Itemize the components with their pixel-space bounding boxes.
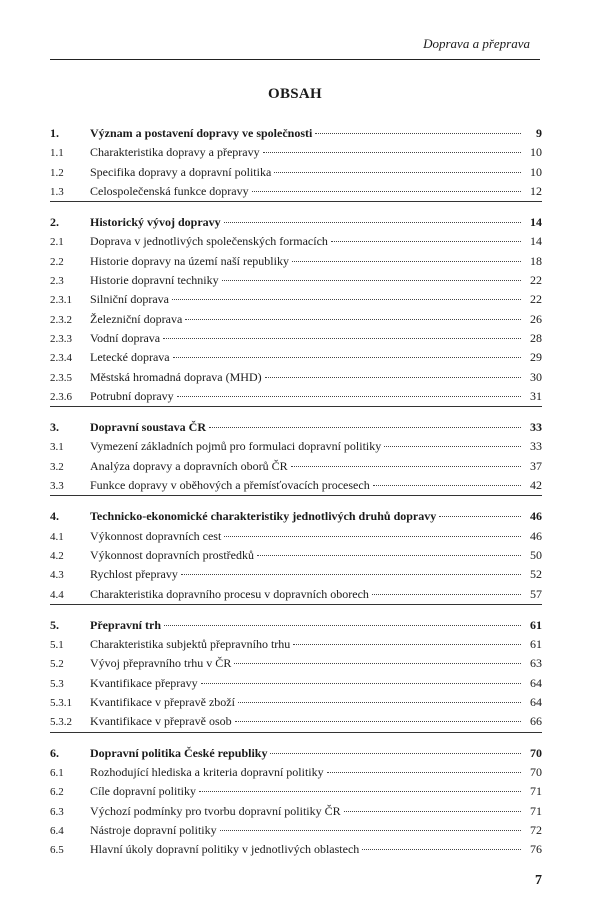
entry-number: 5.3.2 bbox=[50, 716, 72, 729]
entry-title: Historický vývoj dopravy bbox=[90, 215, 221, 230]
entry-number: 5.1 bbox=[50, 639, 64, 652]
entry-title: Vývoj přepravního trhu v ČR bbox=[90, 656, 232, 671]
toc-entry bbox=[50, 143, 542, 162]
entry-page: 42 bbox=[530, 478, 542, 493]
entry-number: 4.4 bbox=[50, 588, 64, 601]
dot-leader bbox=[224, 222, 521, 223]
page-number: 7 bbox=[535, 873, 542, 888]
entry-title: Vodní doprava bbox=[90, 330, 161, 345]
entry-page: 50 bbox=[530, 547, 542, 562]
dot-leader bbox=[439, 516, 521, 517]
toc-entry bbox=[50, 585, 542, 604]
entry-title: Historie dopravní techniky bbox=[90, 273, 219, 288]
dot-leader bbox=[315, 133, 521, 134]
entry-number: 2.3.3 bbox=[50, 332, 72, 345]
entry-number: 4.2 bbox=[50, 549, 64, 562]
entry-title: Význam a postavení dopravy ve společnosti bbox=[90, 126, 313, 140]
toc-entry bbox=[50, 763, 542, 782]
entry-number: 5. bbox=[50, 617, 59, 632]
entry-page: 37 bbox=[530, 458, 542, 473]
entry-page: 63 bbox=[530, 656, 542, 671]
dot-leader bbox=[291, 466, 521, 467]
dot-leader bbox=[222, 280, 521, 281]
entry-title: Technicko-ekonomické charakteristiky jednotlivých druhů dopravy bbox=[90, 509, 437, 524]
entry-number: 2.1 bbox=[50, 236, 64, 249]
entry-number: 2.3.4 bbox=[50, 352, 72, 365]
toc-entry bbox=[50, 163, 542, 182]
entry-number: 2.3.6 bbox=[50, 390, 72, 403]
toc-entry bbox=[50, 635, 542, 654]
toc-entry bbox=[50, 674, 542, 693]
entry-title: Celospolečenská funkce dopravy bbox=[90, 183, 249, 198]
entry-page: 30 bbox=[530, 369, 542, 384]
toc-entry bbox=[50, 457, 542, 476]
toc-entry bbox=[50, 290, 542, 309]
dot-leader bbox=[373, 485, 521, 486]
toc-chapter-entry bbox=[50, 616, 542, 635]
entry-page: 26 bbox=[530, 311, 542, 326]
dot-leader bbox=[173, 357, 521, 358]
entry-page: 9 bbox=[536, 126, 542, 140]
entry-page: 72 bbox=[530, 822, 542, 837]
toc-section bbox=[50, 213, 542, 407]
entry-title: Výkonnost dopravních cest bbox=[90, 528, 222, 543]
toc-entry bbox=[50, 527, 542, 546]
entry-page: 70 bbox=[530, 745, 542, 760]
entry-number: 2.3 bbox=[50, 275, 64, 288]
entry-page: 18 bbox=[530, 253, 542, 268]
dot-leader bbox=[293, 644, 521, 645]
entry-page: 22 bbox=[530, 292, 542, 307]
entry-title: Specifika dopravy a dopravní politika bbox=[90, 164, 272, 179]
entry-page: 46 bbox=[530, 528, 542, 543]
dot-leader bbox=[177, 396, 521, 397]
dot-leader bbox=[185, 319, 521, 320]
dot-leader bbox=[163, 338, 521, 339]
entry-title: Hlavní úkoly dopravní politiky v jednotlivých oblastech bbox=[90, 842, 360, 857]
entry-number: 1. bbox=[50, 126, 59, 140]
entry-number: 1.3 bbox=[50, 185, 64, 198]
dot-leader bbox=[224, 536, 521, 537]
entry-title: Cíle dopravní politiky bbox=[90, 784, 196, 799]
entry-title: Charakteristika subjektů přepravního trhu bbox=[90, 637, 291, 652]
entry-title: Přepravní trh bbox=[90, 617, 161, 632]
dot-leader bbox=[172, 299, 521, 300]
toc-entry bbox=[50, 348, 542, 367]
toc-entry bbox=[50, 329, 542, 348]
toc-entry bbox=[50, 368, 542, 387]
entry-number: 3. bbox=[50, 420, 59, 435]
entry-number: 2.2 bbox=[50, 255, 64, 268]
entry-title: Nástroje dopravní politiky bbox=[90, 822, 217, 837]
dot-leader bbox=[265, 377, 521, 378]
dot-leader bbox=[331, 241, 521, 242]
entry-title: Charakteristika dopravy a přepravy bbox=[90, 145, 260, 160]
entry-title: Kvantifikace přepravy bbox=[90, 675, 198, 690]
entry-number: 5.2 bbox=[50, 658, 64, 671]
entry-number: 1.1 bbox=[50, 147, 64, 160]
entry-page: 33 bbox=[530, 420, 542, 435]
dot-leader bbox=[209, 427, 521, 428]
running-head: Doprava a přeprava bbox=[423, 36, 530, 51]
toc-entry bbox=[50, 693, 542, 712]
dot-leader bbox=[257, 555, 521, 556]
toc-entry bbox=[50, 271, 542, 290]
toc-section bbox=[50, 744, 542, 860]
entry-number: 2.3.1 bbox=[50, 294, 72, 307]
toc-section bbox=[50, 124, 542, 202]
toc-section bbox=[50, 616, 542, 733]
entry-number: 6.3 bbox=[50, 805, 64, 818]
entry-number: 3.1 bbox=[50, 441, 64, 454]
entry-number: 6.4 bbox=[50, 824, 64, 837]
entry-page: 64 bbox=[530, 695, 542, 710]
toc-entry bbox=[50, 182, 542, 201]
dot-leader bbox=[220, 830, 521, 831]
entry-number: 6.5 bbox=[50, 844, 64, 857]
dot-leader bbox=[181, 574, 521, 575]
toc-entry bbox=[50, 252, 542, 271]
dot-leader bbox=[270, 753, 521, 754]
entry-page: 22 bbox=[530, 273, 542, 288]
toc-section bbox=[50, 418, 542, 496]
entry-number: 5.3.1 bbox=[50, 697, 72, 710]
entry-title: Železniční doprava bbox=[90, 311, 183, 326]
toc-chapter-entry bbox=[50, 418, 542, 437]
dot-leader bbox=[234, 663, 521, 664]
entry-number: 2. bbox=[50, 215, 59, 230]
entry-title: Doprava v jednotlivých společenských formacích bbox=[90, 234, 328, 249]
toc-entry bbox=[50, 654, 542, 673]
toc-entry bbox=[50, 546, 542, 565]
dot-leader bbox=[238, 702, 521, 703]
dot-leader bbox=[344, 811, 521, 812]
dot-leader bbox=[362, 849, 521, 850]
entry-number: 6. bbox=[50, 745, 59, 760]
entry-title: Letecké doprava bbox=[90, 350, 170, 365]
toc-entry bbox=[50, 387, 542, 406]
toc-chapter-entry bbox=[50, 213, 542, 232]
dot-leader bbox=[235, 721, 521, 722]
dot-leader bbox=[292, 261, 521, 262]
entry-number: 2.3.2 bbox=[50, 313, 72, 326]
dot-leader bbox=[199, 791, 521, 792]
entry-number: 6.2 bbox=[50, 786, 64, 799]
entry-title: Funkce dopravy v oběhových a přemísťovacích procesech bbox=[90, 478, 370, 493]
toc-entry bbox=[50, 310, 542, 329]
entry-number: 3.3 bbox=[50, 480, 64, 493]
entry-page: 31 bbox=[530, 388, 542, 403]
entry-title: Potrubní dopravy bbox=[90, 388, 174, 403]
entry-page: 10 bbox=[530, 145, 542, 160]
entry-page: 66 bbox=[530, 714, 542, 729]
entry-title: Výkonnost dopravních prostředků bbox=[90, 547, 254, 562]
entry-page: 33 bbox=[530, 439, 542, 454]
dot-leader bbox=[201, 683, 521, 684]
toc-entry bbox=[50, 782, 542, 801]
entry-page: 71 bbox=[530, 803, 542, 818]
entry-number: 6.1 bbox=[50, 766, 64, 779]
toc-entry bbox=[50, 821, 542, 840]
toc-section bbox=[50, 507, 542, 604]
dot-leader bbox=[372, 594, 521, 595]
entry-title: Rozhodující hlediska a kriteria dopravní politiky bbox=[90, 764, 324, 779]
entry-page: 64 bbox=[530, 675, 542, 690]
toc-title: OBSAH bbox=[267, 86, 322, 102]
entry-page: 14 bbox=[530, 234, 542, 249]
entry-title: Charakteristika dopravního procesu v dopravních oborech bbox=[90, 586, 369, 601]
entry-page: 57 bbox=[530, 586, 542, 601]
entry-number: 1.2 bbox=[50, 166, 64, 179]
entry-page: 70 bbox=[530, 764, 542, 779]
entry-number: 4. bbox=[50, 509, 59, 524]
entry-title: Městská hromadná doprava (MHD) bbox=[90, 369, 262, 384]
table-of-contents bbox=[50, 124, 542, 870]
toc-entry bbox=[50, 802, 542, 821]
dot-leader bbox=[263, 152, 521, 153]
entry-title: Analýza dopravy a dopravních oborů ČR bbox=[90, 458, 288, 473]
entry-page: 12 bbox=[530, 183, 542, 198]
dot-leader bbox=[164, 625, 521, 626]
entry-page: 10 bbox=[530, 164, 542, 179]
entry-number: 2.3.5 bbox=[50, 371, 72, 384]
entry-title: Kvantifikace v přepravě osob bbox=[90, 714, 232, 729]
entry-page: 28 bbox=[530, 330, 542, 345]
toc-entry bbox=[50, 565, 542, 584]
entry-page: 71 bbox=[530, 784, 542, 799]
entry-page: 52 bbox=[530, 567, 542, 582]
toc-entry bbox=[50, 232, 542, 251]
toc-chapter-entry bbox=[50, 124, 542, 143]
toc-entry bbox=[50, 476, 542, 495]
entry-title: Kvantifikace v přepravě zboží bbox=[90, 695, 235, 710]
dot-leader bbox=[384, 446, 521, 447]
entry-number: 3.2 bbox=[50, 460, 64, 473]
toc-chapter-entry bbox=[50, 507, 542, 526]
toc-entry bbox=[50, 437, 542, 456]
entry-page: 61 bbox=[530, 617, 542, 632]
entry-title: Výchozí podmínky pro tvorbu dopravní politiky ČR bbox=[90, 803, 341, 818]
entry-page: 76 bbox=[530, 842, 542, 857]
entry-page: 29 bbox=[530, 350, 542, 365]
entry-title: Silniční doprava bbox=[90, 292, 169, 307]
entry-number: 4.1 bbox=[50, 530, 64, 543]
entry-title: Vymezení základních pojmů pro formulaci dopravní politiky bbox=[90, 439, 382, 454]
dot-leader bbox=[327, 772, 521, 773]
entry-page: 61 bbox=[530, 637, 542, 652]
toc-entry bbox=[50, 712, 542, 731]
entry-number: 4.3 bbox=[50, 569, 64, 582]
entry-page: 46 bbox=[530, 509, 542, 524]
entry-title: Dopravní soustava ČR bbox=[90, 420, 207, 435]
entry-page: 14 bbox=[530, 215, 542, 230]
dot-leader bbox=[252, 191, 521, 192]
entry-title: Historie dopravy na území naší republiky bbox=[90, 253, 289, 268]
entry-title: Dopravní politika České republiky bbox=[90, 745, 268, 760]
header-rule bbox=[50, 59, 540, 60]
dot-leader bbox=[274, 172, 521, 173]
toc-chapter-entry bbox=[50, 744, 542, 763]
entry-number: 5.3 bbox=[50, 677, 64, 690]
toc-entry bbox=[50, 840, 542, 859]
entry-title: Rychlost přepravy bbox=[90, 567, 178, 582]
